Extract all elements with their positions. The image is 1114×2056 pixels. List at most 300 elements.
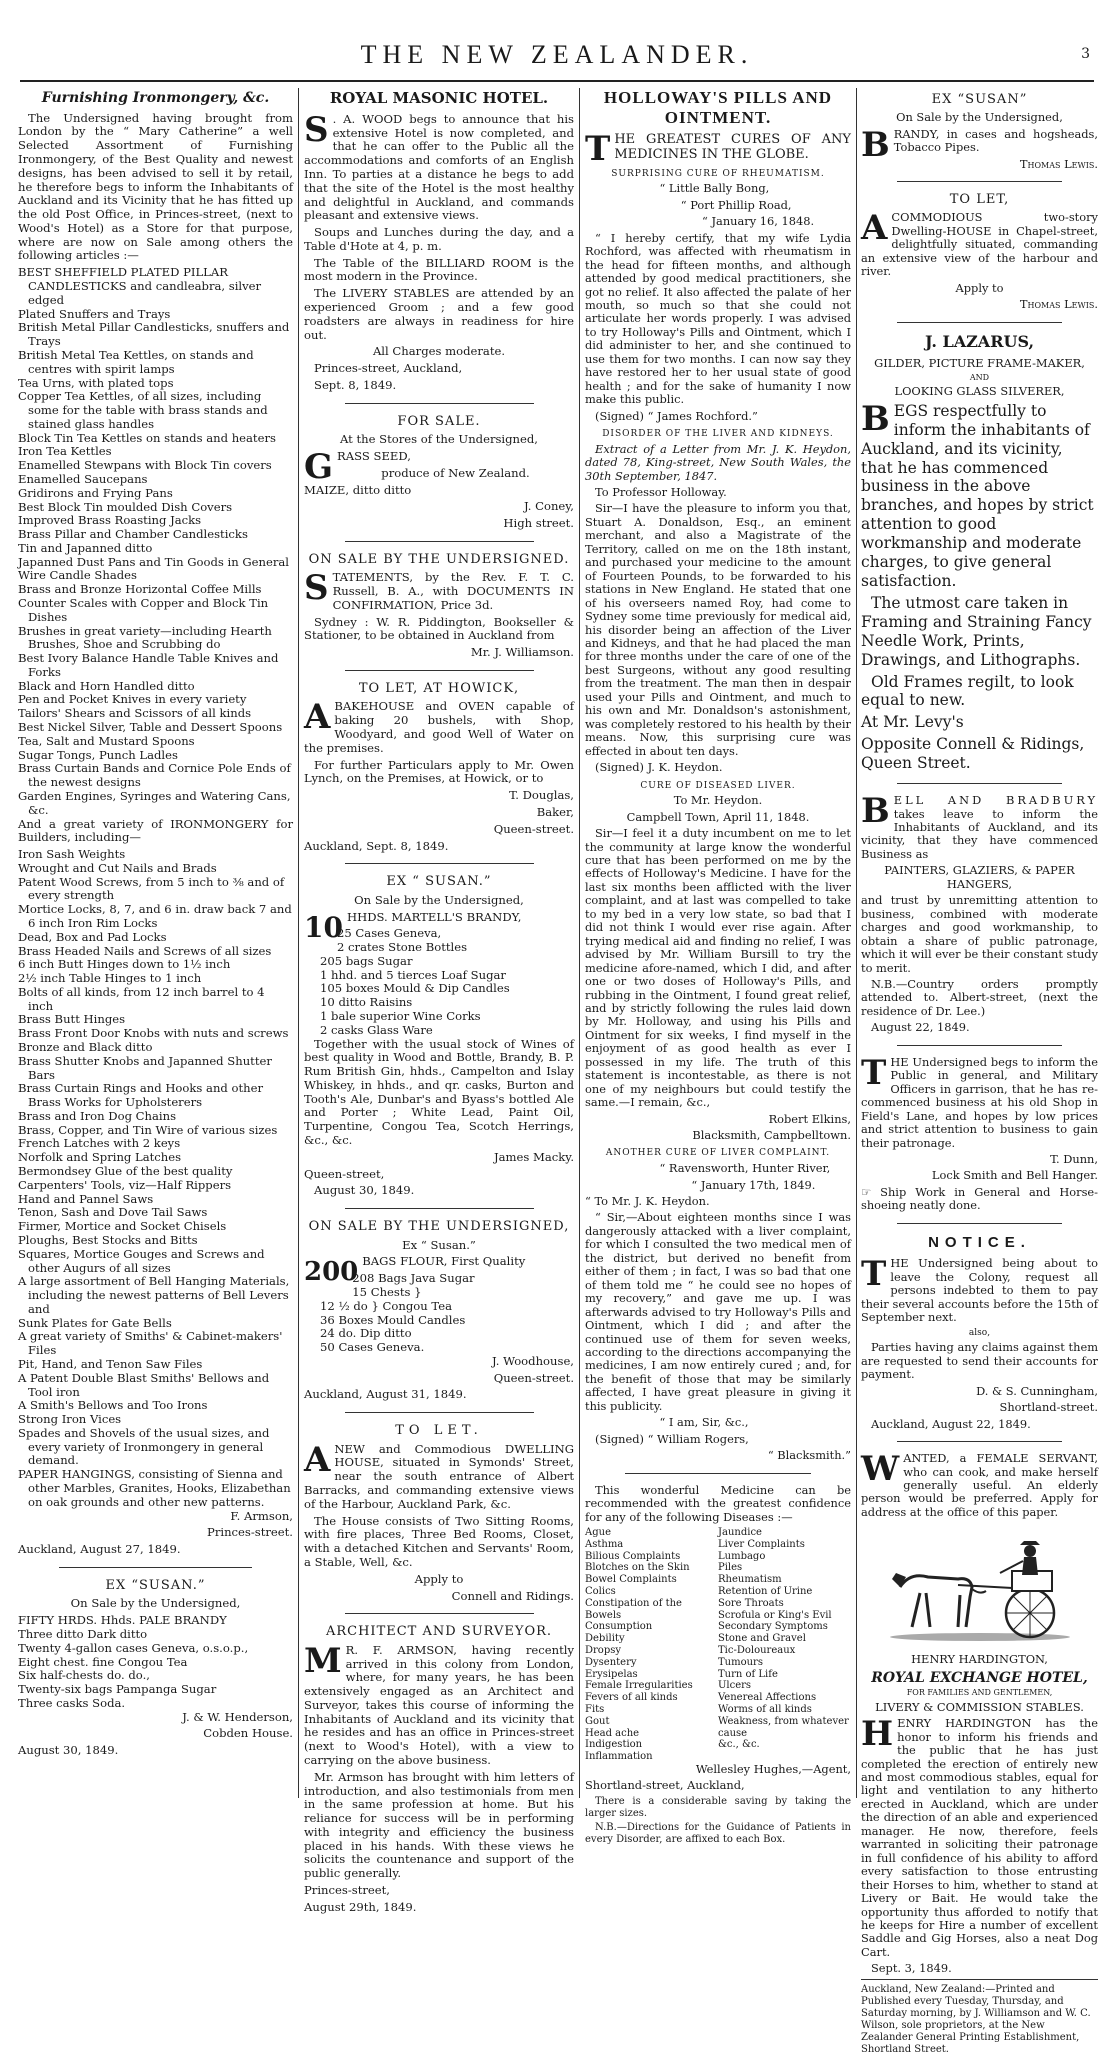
item-list	[18, 1614, 293, 1710]
ad-body: The Table of the BILLIARD ROOM is the most modern in the Province.	[304, 255, 574, 284]
drop-cap: W	[861, 1449, 900, 1490]
list-item: Twenty-six bags Pampanga Sugar	[18, 1682, 217, 1697]
list-item: Sunk Plates for Gate Bells	[18, 1315, 172, 1330]
list-item: Brass Shutter Knobs and Japanned Shutter Bars	[18, 1053, 272, 1082]
disease-item: Liver Complaints	[718, 1538, 805, 1550]
ad-body: HE Undersigned begs to inform the Public in general, and Military Officers in garrison, that he has re-commenced business at his old Shop in Field's Lane, and hopes by low prices and strict attention to business to gain their patronage.	[861, 1054, 1098, 1150]
list-item: Wire Candle Shades	[18, 568, 137, 583]
ad-title-architect: ARCHITECT AND SURVEYOR.	[325, 1624, 553, 1640]
ad-body: takes leave to inform the Inhabitants of Auckland, and its vicinity, that they have commenced Business as	[861, 806, 1098, 861]
list-item: Enamelled Stewpans with Block Tin covers	[18, 458, 272, 473]
list-item: Dead, Box and Pad Locks	[18, 929, 167, 944]
address: Cobden House.	[203, 1726, 293, 1741]
ad-body: produce of New Zealand.	[381, 465, 530, 480]
ad-subtitle: FOR FAMILIES AND GENTLEMEN,	[906, 1688, 1053, 1698]
list-item: A great variety of Smiths' & Cabinet-makers' Files	[18, 1329, 283, 1358]
divider	[345, 541, 534, 542]
place: “ Little Bally Bong,	[659, 181, 770, 196]
divider	[897, 1441, 1063, 1442]
signature: (Signed) “ James Rochford.”	[595, 408, 758, 423]
disease-item: Constipation of the Bowels	[585, 1597, 682, 1621]
ad-body: MAIZE, ditto ditto	[304, 482, 412, 497]
ad-body: BAGS FLOUR, First Quality	[362, 1254, 526, 1269]
list-item: 2 casks Glass Ware	[320, 1022, 433, 1037]
ad-subtitle: On Sale by the Undersigned,	[70, 1596, 241, 1611]
list-item: Spades and Shovels of the usual sizes, and every variety of Ironmongery in general demand.	[18, 1425, 270, 1468]
ad-title-to-let-howick: TO LET, AT HOWICK,	[358, 681, 520, 696]
ad-body: The utmost care taken in Framing and Straining Fancy Needle Work, Prints, Drawings, and Lithographs.	[861, 593, 1092, 669]
ad-subtitle: LOOKING GLASS SILVERER,	[894, 384, 1065, 399]
masthead-title: THE NEW ZEALANDER.	[360, 40, 754, 69]
ad-subtitle: GILDER, PICTURE FRAME-MAKER,	[874, 355, 1085, 370]
recipient: To Mr. Heydon.	[673, 793, 763, 808]
ad-title-hardington: HENRY HARDINGTON,	[911, 1652, 1048, 1667]
list-item: Pit, Hand, and Tenon Saw Files	[18, 1356, 203, 1371]
disease-item: Ague	[585, 1526, 611, 1538]
disease-item: Fevers of all kinds	[585, 1692, 678, 1704]
closing: “ I am, Sir, &c.,	[659, 1415, 749, 1430]
list-item: 25 Cases Geneva,	[336, 926, 442, 941]
signature: (Signed) J. K. Heydon.	[595, 760, 723, 775]
disease-item: Colics	[585, 1585, 616, 1597]
list-item: Firmer, Mortice and Socket Chisels	[18, 1219, 227, 1234]
disease-item: Stone and Gravel	[718, 1633, 806, 1645]
ad-body: and trust by unremitting attention to business, combined with moderate charges and good workmanship, to obtain a share of public patronage, which it will ever be their constant study to merit.	[861, 893, 1099, 975]
list-item: Gridirons and Frying Pans	[18, 485, 173, 500]
ad-body: At Mr. Levy's	[861, 713, 964, 732]
section-heading: CURE OF DISEASED LIVER.	[640, 780, 796, 791]
drop-cap: T	[861, 1052, 887, 1093]
ad-body: also,	[968, 1327, 991, 1338]
list-item: Ploughs, Best Stocks and Bitts	[18, 1232, 198, 1247]
place: “ Ravensworth, Hunter River,	[659, 1161, 831, 1176]
disease-item: Dropsy	[585, 1644, 622, 1656]
ad-title-ex-susan: EX “ SUSAN.”	[386, 874, 492, 890]
disease-item: &c., &c.	[718, 1739, 760, 1751]
list-item: Three ditto Dark ditto	[18, 1626, 148, 1641]
divider	[345, 1412, 534, 1413]
ad-body: RASS SEED,	[337, 448, 411, 463]
disease-item: Tumours	[718, 1656, 763, 1668]
list-item: 15 Chests }	[352, 1284, 422, 1299]
date: August 30, 1849.	[18, 1743, 119, 1758]
note: There is a considerable saving by taking the larger sizes.	[585, 1795, 851, 1819]
signature-trade: Baker,	[536, 804, 574, 819]
list-item: Brass Curtain Rings and Hooks and other Brass Works for Upholsterers	[18, 1081, 264, 1110]
list-item: Counter Scales with Copper and Block Tin Dishes	[18, 596, 269, 624]
signature: Mr. J. Williamson.	[470, 645, 574, 660]
list-item: Mortice Locks, 8, 7, and 6 in. draw back 7 and 6 inch Iron Rim Locks	[18, 902, 292, 930]
address: Queen-street,	[304, 1166, 385, 1181]
list-item: Brass Headed Nails and Screws of all sizes	[18, 943, 272, 958]
ad-body: Old Frames regilt, to look equal to new.	[861, 672, 1074, 710]
signature: Thomas Lewis.	[1019, 156, 1098, 171]
signature: Connell and Ridings.	[451, 1588, 574, 1603]
list-item: Tin and Japanned ditto	[18, 540, 153, 555]
ad-subtitle: HE GREATEST CURES OF ANY MEDICINES IN THE GLOBE.	[614, 132, 851, 163]
drop-cap: S	[304, 109, 329, 150]
ad-body: HE Undersigned being about to leave the Colony, request all persons indebted to them to pay their several accounts before the 15th of September next.	[861, 1256, 1098, 1325]
recipient: “ To Mr. J. K. Heydon.	[585, 1194, 710, 1208]
signature: D. & S. Cunningham,	[976, 1383, 1098, 1398]
ad-body: RANDY, in cases and hogsheads, Tobacco Pipes.	[893, 126, 1098, 155]
list-item: Bolts of all kinds, from 12 inch barrel to 4 inch	[18, 984, 265, 1013]
builders-heading: And a great variety of IRONMONGERY for Builders, including—	[18, 816, 293, 845]
date: Sept. 8, 1849.	[314, 377, 397, 392]
ad-title-for-sale: FOR SALE.	[397, 413, 481, 429]
drop-cap: 10	[304, 910, 343, 944]
list-item: Brass Butt Hinges	[18, 1012, 126, 1027]
ad-body: All Charges moderate.	[372, 344, 506, 359]
list-item: Six half-chests do. do.,	[18, 1668, 150, 1683]
list-item: Three casks Soda.	[18, 1695, 126, 1710]
date: Auckland, August 22, 1849.	[871, 1416, 1031, 1431]
ad-body: Opposite Connell & Ridings, Queen Street.	[861, 735, 1085, 773]
item-list	[18, 848, 293, 1510]
ad-body: ENRY HARDINGTON has the honor to inform his friends and the public that he has just completed the erection of entirely new and most commodious stables, equal for light and ventilation to any hitherto erected in Auckland, which are under the direction of an able and experienced manager. He now, therefore, feels warranted in soliciting their patronage in full confidence of his ability to afford every satisfaction to those entrusting their Horses to him, whether to stand at Livery or Bait. He would take the opportunity thus afforded to notify that he keeps for Hire a number of excellent Saddle and Gig Horses, also a neat Dog Cart.	[861, 1716, 1098, 1959]
list-item: A large assortment of Bell Hanging Materials, including the newest patterns of Bell Levers and	[18, 1274, 290, 1316]
column-rule	[856, 88, 857, 1798]
column-1	[18, 88, 293, 1798]
list-item: Hand and Pannel Saws	[18, 1191, 154, 1206]
disease-item: Head ache	[585, 1727, 640, 1739]
ad-subtitle: On Sale by the Undersigned,	[354, 892, 524, 907]
ad-body: The LIVERY STABLES are attended by an experienced Groom ; and a few good roadsters are always in readiness for hire out.	[304, 286, 574, 342]
disease-list	[585, 1527, 851, 1763]
address: Princes-street,	[304, 1883, 390, 1898]
disease-item: Female Irregularities	[585, 1680, 693, 1692]
list-item: Black and Horn Handled ditto	[18, 678, 195, 693]
list-item: Iron Sash Weights	[18, 847, 126, 862]
address: Queen-street.	[493, 821, 574, 836]
drop-cap: G	[304, 446, 334, 487]
list-item: 208 Bags Java Sugar	[352, 1271, 475, 1286]
ad-title-ex-susan: EX “SUSAN”	[931, 92, 1028, 107]
list-item: Strong Iron Vices	[18, 1412, 122, 1427]
ad-subtitle: PAINTERS, GLAZIERS, & PAPER HANGERS,	[884, 863, 1075, 891]
disease-list-right	[718, 1527, 851, 1763]
disease-item: Scrofula or King's Evil	[718, 1609, 832, 1621]
drop-cap: 200	[304, 1257, 359, 1288]
divider	[897, 1223, 1063, 1224]
date: “ January 17th, 1849.	[691, 1177, 816, 1192]
list-item: Tea, Salt and Mustard Spoons	[18, 733, 195, 748]
date: August 22, 1849.	[871, 1020, 970, 1035]
list-item: 205 bags Sugar	[320, 953, 413, 968]
ad-title-royal-exchange-hotel: ROYAL EXCHANGE HOTEL,	[871, 1669, 1088, 1686]
signature: J. Coney,	[524, 499, 574, 514]
address: High street.	[503, 516, 574, 531]
list-item: Brass Curtain Bands and Cornice Pole Ends of the newest designs	[18, 761, 291, 790]
ad-body: For further Particulars apply to Mr. Owen Lynch, on the Premises, at Howick, or to	[304, 757, 574, 786]
list-item: Brass and Iron Dog Chains	[18, 1108, 177, 1123]
list-item: 105 boxes Mould & Dip Candles	[320, 981, 510, 996]
address: Princes-street.	[207, 1525, 293, 1540]
list-item: Patent Wood Screws, from 5 inch to ⅜ and of every strength	[18, 874, 285, 903]
ad-body: TATEMENTS, by the Rev. F. T. C. Russell, B. A., with DOCUMENTS IN CONFIRMATION, Price 3d.	[332, 570, 574, 612]
ad-heading: ELL AND BRADBURY	[893, 793, 1098, 808]
divider	[625, 1473, 811, 1474]
testimonial-body: “ Sir,—About eighteen months since I was dangerously attacked with a liver complaint, for which I consulted the two medical men of the district, but derived no benefit from either of them ; in fact, I was so bad that one of them told me “ he could see no hopes of my recovery,” and gave me up. I was afterwards advised to try Holloway's Pills and Ointment, which I did ; and after the continued use of them for seven weeks, according to the directions accompanying the medicines, I am now entirely cured ; and, for the benefit of those that may be similarly affected, I have great pleasure in giving it this publicity.	[585, 1210, 851, 1413]
list-item: 36 Boxes Mould Candles	[320, 1312, 466, 1327]
ad-body: The Undersigned having brought from London by the “ Mary Catherine” a well Selected Assortment of Furnishing Ironmongery, of the Best Quality and newest designs, has been advised to sell it by retail, he therefore begs to inform the Inhabitants of Auckland and its Vicinity that he has fitted up the old Post Office, in Princes-street, (next to Wood's Hotel) as a Store for that purpose, where are now on Sale among others the following articles :—	[18, 110, 293, 263]
list-item: Brass Pillar and Chamber Candlesticks	[18, 527, 248, 542]
list-item: 50 Cases Geneva.	[320, 1340, 425, 1355]
ad-subtitle: On Sale by the Undersigned,	[896, 110, 1063, 125]
disease-item: Indigestion	[585, 1739, 643, 1751]
ad-body: Mr. Armson has brought with him letters of introduction, and also testimonials from men in the same profession at home. But his reliance for success will be in performing with integrity and efficiency the business placed in his hands. With these views he solicits the countenance and support of the public generally.	[304, 1769, 574, 1881]
ad-title-royal-masonic-hotel: ROYAL MASONIC HOTEL.	[329, 89, 549, 107]
section-heading: ANOTHER CURE OF LIVER COMPLAINT.	[605, 1148, 831, 1159]
extract-heading: Extract of a Letter from Mr. J. K. Heydon, dated 78, King-street, New South Wales, the 30th September, 1847.	[585, 441, 851, 483]
ad-title-ex-susan: EX “SUSAN.”	[105, 1577, 206, 1593]
ad-body: Soups and Lunches during the day, and a Table d'Hote at 4, p. m.	[304, 225, 574, 253]
list-item: Twenty 4-gallon cases Geneva, o.s.o.p.,	[18, 1640, 249, 1655]
list-item: Brass Front Door Knobs with nuts and screws	[18, 1026, 289, 1041]
list-item: British Metal Pillar Candlesticks, snuffers and Trays	[18, 320, 290, 349]
ad-title-lazarus: J. LAZARUS,	[924, 331, 1035, 351]
ad-subtitle: LIVERY & COMMISSION STABLES.	[875, 1699, 1084, 1714]
date: Auckland, August 31, 1849.	[304, 1387, 467, 1402]
divider	[345, 403, 534, 404]
disease-item: Turn of Life	[718, 1668, 778, 1680]
note: N.B.—Directions for the Guidance of Patients in every Disorder, are affixed to each Box.	[585, 1822, 851, 1846]
list-item: 6 inch Butt Hinges down to 1½ inch	[18, 957, 231, 972]
list-item: Tea Urns, with plated tops	[18, 375, 174, 390]
recommendation: This wonderful Medicine can be recommended with the greatest confidence for any of the following Diseases :—	[585, 1482, 851, 1524]
ad-body: BAKEHOUSE and OVEN capable of baking 20 bushels, with Shop, Woodyard, and good Well of Water on the premises.	[304, 699, 574, 755]
list-item: Block Tin Tea Kettles on stands and heaters	[18, 430, 276, 445]
list-item: Best Ivory Balance Handle Table Knives and Forks	[18, 651, 279, 679]
list-item: Iron Tea Kettles	[18, 444, 112, 459]
drop-cap: B	[861, 398, 890, 439]
list-item: Norfolk and Spring Latches	[18, 1150, 182, 1165]
signature: Robert Elkins,	[768, 1111, 851, 1126]
list-item: FIFTY HRDS. Hhds. PALE BRANDY	[18, 1613, 227, 1628]
disease-list-left	[585, 1527, 718, 1763]
ad-body: Sydney : W. R. Piddington, Bookseller & Stationer, to be obtained in Auckland from	[304, 614, 574, 643]
disease-item: Consumption	[585, 1621, 653, 1633]
disease-item: Retention of Urine	[718, 1585, 813, 1597]
signature: J. Woodhouse,	[491, 1353, 574, 1368]
disease-item: Jaundice	[718, 1526, 762, 1538]
signature: James Macky.	[493, 1149, 574, 1164]
section-heading: SURPRISING CURE OF RHEUMATISM.	[611, 168, 825, 179]
list-item: Best Block Tin moulded Dish Covers	[18, 499, 233, 514]
list-item: Brushes in great variety—including Hearth Brushes, Shoe and Scrubbing do	[18, 623, 272, 652]
disease-item: Ulcers	[718, 1680, 752, 1692]
address: Princes-street, Auckland,	[314, 361, 463, 376]
list-item: PAPER HANGINGS, consisting of Sienna and other Marbles, Granites, Hooks, Elizabethan on oak grounds and other new patterns.	[18, 1467, 291, 1509]
column-rule	[579, 88, 580, 1798]
agent-address: Shortland-street, Auckland,	[585, 1778, 745, 1793]
list-item: Garden Engines, Syringes and Watering Cans, &c.	[18, 788, 291, 817]
ad-body: EGS respectfully to inform the inhabitants of Auckland, and its vicinity, that he has commenced business in the above branches, and hopes by strict attention to good workmanship and moderate charges, to give general satisfaction.	[861, 401, 1094, 591]
date: August 29th, 1849.	[304, 1899, 417, 1914]
ad-title-on-sale-flour: ON SALE BY THE UNDERSIGNED,	[308, 1219, 570, 1235]
date: Auckland, Sept. 8, 1849.	[304, 838, 449, 853]
divider	[59, 1567, 252, 1568]
date: August 30, 1849.	[314, 1183, 415, 1198]
item-list	[304, 927, 574, 1037]
imprint: Auckland, New Zealand:—Printed and Published every Tuesday, Thursday, and Saturday morning, by J. Williamson and W. C. Wilson, sole proprietors, at the New Zealander General Printing Establishment, Shortland Street.	[861, 1979, 1098, 2056]
list-item: Brass, Copper, and Tin Wire of various sizes	[18, 1122, 278, 1137]
divider	[897, 1045, 1063, 1046]
divider	[897, 322, 1063, 323]
ad-subtitle: Ex “ Susan.”	[402, 1237, 476, 1252]
list-item: Squares, Mortice Gouges and Screws and other Augurs of all sizes	[18, 1246, 265, 1275]
divider	[897, 181, 1063, 182]
divider	[345, 1208, 534, 1209]
drop-cap: A	[304, 697, 331, 738]
section-heading: DISORDER OF THE LIVER AND KIDNEYS.	[602, 429, 834, 440]
signature: Thomas Lewis.	[1019, 297, 1098, 312]
list-item: Copper Tea Kettles, of all sizes, including some for the table with brass stands and stained glass handles	[18, 389, 268, 431]
disease-item: Inflammation	[585, 1751, 653, 1763]
address: Shortland-street.	[999, 1400, 1098, 1415]
list-item: 2 crates Stone Bottles	[336, 940, 468, 955]
list-item: Carpenters' Tools, viz—Half Rippers	[18, 1177, 232, 1192]
divider	[897, 783, 1063, 784]
list-item: Plated Snuffers and Trays	[18, 306, 171, 321]
drop-cap: T	[585, 129, 611, 170]
horse-and-gig-illustration	[880, 1527, 1080, 1645]
drop-cap: B	[861, 791, 890, 832]
signature: J. & W. Henderson,	[182, 1709, 293, 1724]
address: Queen-street.	[493, 1370, 574, 1385]
ad-body: Apply to	[955, 280, 1004, 295]
ad-body: N.B.—Country orders promptly attended to. Albert-street, (next the residence of Dr. Lee.)	[861, 976, 1098, 1018]
drop-cap: A	[861, 208, 888, 249]
masthead	[20, 38, 1094, 82]
lazarus-body	[861, 398, 1098, 773]
signature-trade: “ Blacksmith.”	[767, 1448, 851, 1463]
date: Auckland, August 27, 1849.	[18, 1542, 181, 1557]
date: “ January 16, 1848.	[702, 214, 815, 229]
list-item: A Smith's Bellows and Too Irons	[18, 1398, 208, 1413]
testimonial-body: Sir—I have the pleasure to inform you that, Stuart A. Donaldson, Esq., an eminent merchant, and also a Magistrate of the Territory, called on me on the 18th instant, and purchased your medicine to the amount of Fourteen Pounds, to be forwarded to his stations in New England. He stated that one of his overseers named Roy, had come to Sydney some time previously for medical aid, his disorder being an affection of the Liver and Kidneys, and that he had placed the man for three months under the care of one of the best Surgeons, without any good resulting from the treatment. The man then in despair used your Pills and Ointment, and much to his own and Mr. Donaldson's astonishment, was completely restored to his health by their means. Now, this surprising cure was effected in about ten days.	[585, 501, 851, 758]
list-item: Eight chest. fine Congou Tea	[18, 1654, 188, 1669]
agent: Wellesley Hughes,—Agent,	[695, 1761, 851, 1776]
ad-body: R. F. ARMSON, having recently arrived in this colony from London, where, for many years, he has been extensively engaged as an Architect and Surveyor, takes this course of informing the Inhabitants of Auckland and its vicinity that he resides and has an office in Princes-street (next to Wood's Hotel), with a view to carrying on the above business.	[304, 1642, 574, 1767]
disease-item: Gout	[585, 1715, 610, 1727]
column-2	[304, 88, 574, 1914]
page-number: 3	[1081, 46, 1090, 62]
list-item: Sugar Tongs, Punch Ladles	[18, 747, 178, 762]
ad-body: ☞ Ship Work in General and Horse-shoeing neatly done.	[861, 1184, 1098, 1213]
ad-body: NEW and Commodious DWELLING HOUSE, situated in Symonds' Street, near the south entrance of Albert Barracks, and commanding extensive views of the Harbour, Auckland Park, &c.	[304, 1441, 574, 1511]
signature-trade: Blacksmith, Campbelltown.	[692, 1128, 851, 1143]
ad-body: COMMODIOUS two-story Dwelling-HOUSE in Chapel-street, delightfully situated, commanding an extensive view of the harbour and river.	[861, 210, 1098, 279]
list-item: Tenon, Sash and Dove Tail Saws	[18, 1205, 208, 1220]
column-4	[861, 88, 1099, 2055]
list-item: 1 hhd. and 5 tierces Loaf Sugar	[320, 967, 506, 982]
list-item: BEST SHEFFIELD PLATED PILLAR CANDLESTICKS and candleabra, silver edged	[18, 265, 262, 307]
signature-trade: Lock Smith and Bell Hanger.	[931, 1168, 1098, 1183]
testimonial-body: Sir—I feel it a duty incumbent on me to let the community at large know the wonderful cure that has been performed on me by the effects of Holloway's Medicine. I have for the last six months been afflicted with the liver complaint, and at last was compelled to take to my bed in a very low state, so bad that I did not think I would ever rise again. After trying medical aid and finding no relief, I was advised by Mr. William Bursill to try the medicine afore-named, which I did, and after one or two doses of Holloway's Pills, and rubbing in the Ointment, I found great relief, and by strictly following the rules laid down by Mr. Holloway, and using his Pills and Ointment for six weeks, I find myself in the enjoyment of as good health as ever I possessed in my life. The truth of this statement is incontestable, as there is not one of my neighbours but could testify the same.—I remain, &c.,	[585, 826, 851, 1110]
list-item: Pen and Pocket Knives in every variety	[18, 692, 247, 707]
list-item: Best Nickel Silver, Table and Dessert Spoons	[18, 720, 283, 735]
disease-item: Weakness, from whatever cause	[718, 1715, 849, 1739]
drop-cap: B	[861, 124, 890, 165]
list-item: 1 bale superior Wine Corks	[320, 1009, 481, 1023]
place: “ Port Phillip Road,	[680, 197, 792, 212]
disease-item: Piles	[718, 1562, 743, 1574]
date: Sept. 3, 1849.	[871, 1961, 952, 1976]
signature: (Signed) “ William Rogers,	[595, 1431, 749, 1446]
disease-item: Worms of all kinds	[718, 1703, 812, 1715]
ad-title-furnishing: Furnishing Ironmongery, &c.	[41, 90, 270, 106]
ad-subtitle: AND	[969, 372, 990, 382]
ad-body: Apply to	[414, 1571, 464, 1586]
drop-cap: T	[861, 1254, 887, 1295]
ad-body: The House consists of Two Sitting Rooms, with fire places, Three Bed Rooms, Closet, with a detached Kitchen and Servants' Room, a Stable, Well, &c.	[304, 1513, 574, 1569]
disease-item: Fits	[585, 1703, 605, 1715]
list-item: A Patent Double Blast Smiths' Bellows and Tool iron	[18, 1370, 270, 1399]
testimonial-body: “ I hereby certify, that my wife Lydia Rochford, was affected with rheumatism in the head for fifteen months, and although attended by good medical practitioners, she got no relief. It also affected the palate of her mouth, so much so that she could not articulate her words properly. I was advised to try Holloway's Pills and Ointment, which I did administer to her, and she continued to use them for two months. I can now say they have restored her to her usual state of good health ; and for the sake of humanity I now make this public.	[585, 230, 851, 407]
ad-title-holloways: HOLLOWAY'S PILLS AND OINTMENT.	[603, 88, 833, 128]
disease-item: Rheumatism	[718, 1574, 782, 1586]
disease-item: Secondary Symptoms	[718, 1621, 828, 1633]
divider	[345, 863, 534, 864]
disease-item: Bilious Complaints	[585, 1550, 681, 1562]
disease-item: Erysipelas	[585, 1668, 638, 1680]
list-item: 10 ditto Raisins	[320, 995, 413, 1010]
list-item: Enamelled Saucepans	[18, 471, 148, 486]
list-item: Japanned Dust Pans and Tin Goods in General	[18, 554, 289, 569]
ad-body: . A. WOOD begs to announce that his extensive Hotel is now completed, and that he can offer to the Public all the accommodations and comforts of an English Inn. To parties at a distance he begs to add that the site of the Hotel is the most healthy and delightful in Auckland, and commands pleasant and extensive views.	[304, 111, 574, 223]
ad-title-to-let: TO LET.	[395, 1423, 483, 1439]
list-item: Tailors' Shears and Scissors of all kinds	[18, 706, 252, 721]
place: Campbell Town, April 11, 1848.	[626, 809, 810, 824]
disease-item: Dysentery	[585, 1656, 637, 1668]
list-item: British Metal Tea Kettles, on stands and centres with spirit lamps	[18, 347, 254, 376]
disease-item: Sore Throats	[718, 1597, 784, 1609]
ad-body: Parties having any claims against them are requested to send their accounts for payment.	[861, 1340, 1098, 1382]
signature: T. Douglas,	[509, 788, 574, 803]
ad-title-notice: NOTICE.	[928, 1233, 1031, 1251]
column-3	[585, 88, 851, 1846]
ad-subtitle: At the Stores of the Undersigned,	[339, 432, 538, 447]
ad-body: HHDS. MARTELL'S BRANDY,	[346, 909, 522, 924]
ad-title-to-let: TO LET,	[949, 192, 1010, 208]
ad-title-on-sale: ON SALE BY THE UNDERSIGNED.	[308, 551, 570, 567]
drop-cap: M	[304, 1640, 342, 1681]
item-list	[18, 266, 293, 817]
signature: T. Dunn,	[1050, 1151, 1098, 1166]
disease-item: Bowel Complaints	[585, 1574, 677, 1586]
disease-item: Lumbago	[718, 1550, 766, 1562]
recipient: To Professor Holloway.	[595, 485, 727, 500]
divider	[345, 670, 534, 671]
list-item: Brass and Bronze Horizontal Coffee Mills	[18, 582, 262, 597]
disease-item: Debility	[585, 1633, 625, 1645]
disease-item: Asthma	[585, 1538, 624, 1550]
disease-item: Venereal Affections	[718, 1692, 817, 1704]
ad-body: Together with the usual stock of Wines of best quality in Wood and Bottle, Brandy, B. P. Rum British Gin, hhds., Campelton and Islay Whiskey, in hhds., and qr. casks, Burton and Tooth's Ale, Dunbar's and Byass's bottled Ale and Porter ; White Lead, Paint Oil, Turpentine, Congou Tea, Scotch Herrings, &c., &c.	[304, 1036, 574, 1148]
list-item: French Latches with 2 keys	[18, 1136, 181, 1151]
signature: F. Armson,	[230, 1508, 293, 1523]
column-rule	[298, 88, 299, 1798]
divider	[345, 1613, 534, 1614]
list-item: 12 ½ do } Congou Tea	[320, 1298, 452, 1313]
drop-cap: S	[304, 568, 329, 609]
disease-item: Blotches on the Skin	[585, 1562, 690, 1574]
list-item: 24 do. Dip ditto	[320, 1326, 412, 1341]
disease-item: Tic-Doloureaux	[718, 1644, 796, 1656]
list-item: Bronze and Black ditto	[18, 1040, 153, 1054]
drop-cap: H	[861, 1714, 894, 1755]
